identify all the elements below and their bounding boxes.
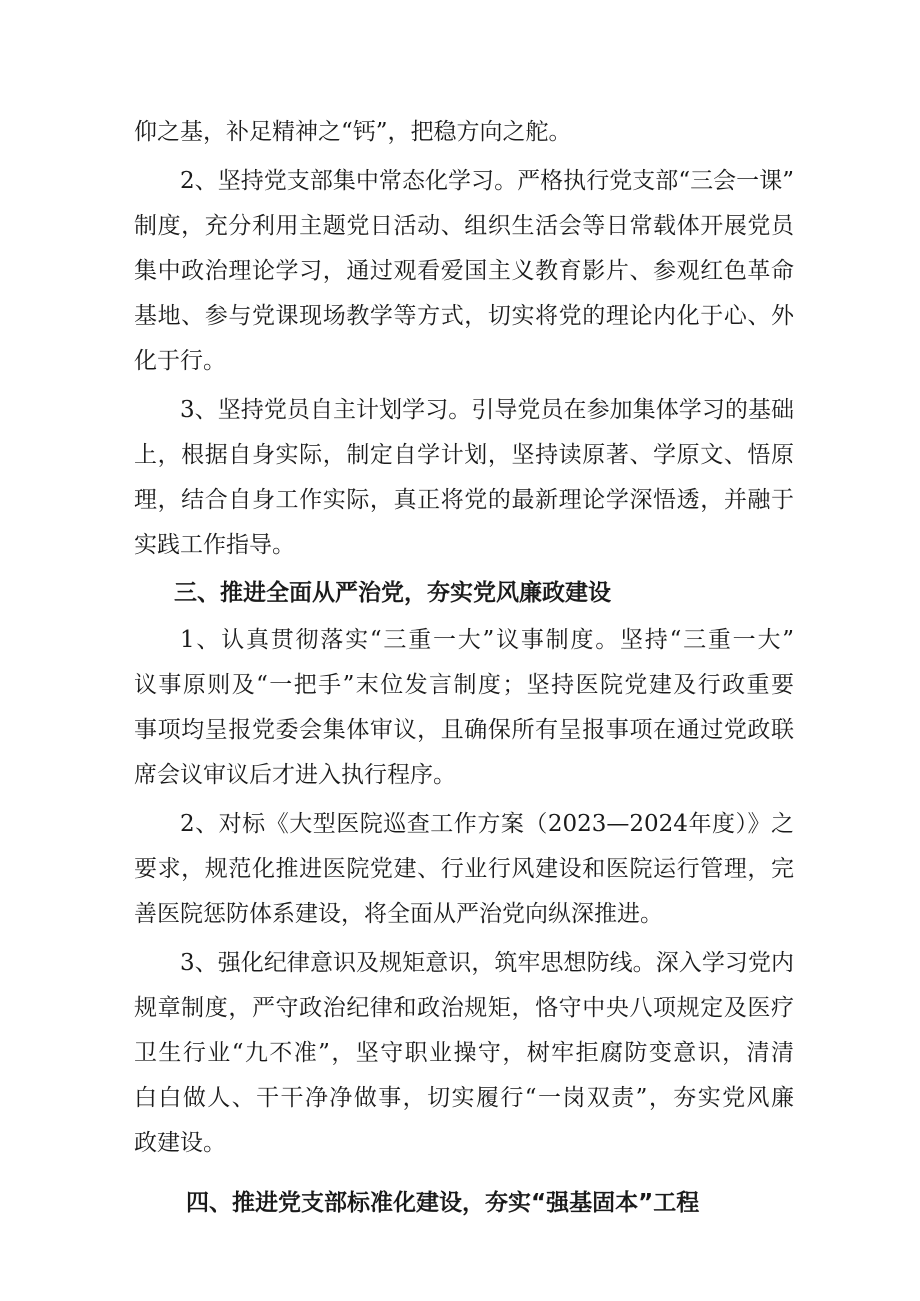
paragraph-line: 卫生行业“九不准”，坚守职业操守，树牢拒腐防变意识，清清	[134, 1040, 794, 1066]
section-heading-4: 四、推进党支部标准化建设，夯实“强基固本”工程	[186, 1190, 700, 1216]
paragraph-line: 善医院惩防体系建设，将全面从严治党向纵深推进。	[134, 901, 663, 927]
paragraph-line: 2、对标《大型医院巡查工作方案（2023—2024年度）》之	[180, 811, 794, 837]
paragraph-line: 基地、参与党课现场教学等方式，切实将党的理论内化于心、外	[134, 303, 794, 329]
text-line: 仰之基，补足精神之“钙”，把稳方向之舵。	[134, 119, 572, 145]
paragraph-line: 2、坚持党支部集中常态化学习。严格执行党支部“三会一课”	[180, 168, 794, 194]
paragraph-line: 制度，充分利用主题党日活动、组织生活会等日常载体开展党员	[134, 213, 794, 239]
document-page	[134, 110, 794, 1228]
paragraph-line: 政建设。	[134, 1130, 226, 1156]
paragraph-line: 实践工作指导。	[134, 532, 295, 558]
paragraph-line: 要求，规范化推进医院党建、行业行风建设和医院运行管理，完	[134, 856, 794, 882]
paragraph-line: 3、强化纪律意识及规矩意识，筑牢思想防线。深入学习党内	[180, 950, 794, 976]
section-heading-3: 三、推进全面从严治党，夯实党风廉政建设	[174, 580, 611, 606]
paragraph-line: 理，结合自身工作实际，真正将党的最新理论学深悟透，并融于	[134, 487, 794, 513]
paragraph-line: 白白做人、干干净净做事，切实履行“一岗双责”，夯实党风廉	[134, 1085, 794, 1111]
paragraph-line: 席会议审议后才进入执行程序。	[134, 762, 456, 788]
paragraph-line: 集中政治理论学习，通过观看爱国主义教育影片、参观红色革命	[134, 258, 794, 284]
paragraph-line: 1、认真贯彻落实“三重一大”议事制度。坚持“三重一大”	[180, 627, 794, 653]
paragraph-line: 议事原则及“一把手”末位发言制度；坚持医院党建及行政重要	[134, 672, 794, 698]
paragraph-line: 规章制度，严守政治纪律和政治规矩，恪守中央八项规定及医疗	[134, 995, 794, 1021]
paragraph-line: 化于行。	[134, 348, 226, 374]
paragraph-line: 事项均呈报党委会集体审议，且确保所有呈报事项在通过党政联	[134, 717, 794, 743]
paragraph-line: 3、坚持党员自主计划学习。引导党员在参加集体学习的基础	[180, 397, 794, 423]
paragraph-line: 上，根据自身实际，制定自学计划，坚持读原著、学原文、悟原	[134, 442, 794, 468]
